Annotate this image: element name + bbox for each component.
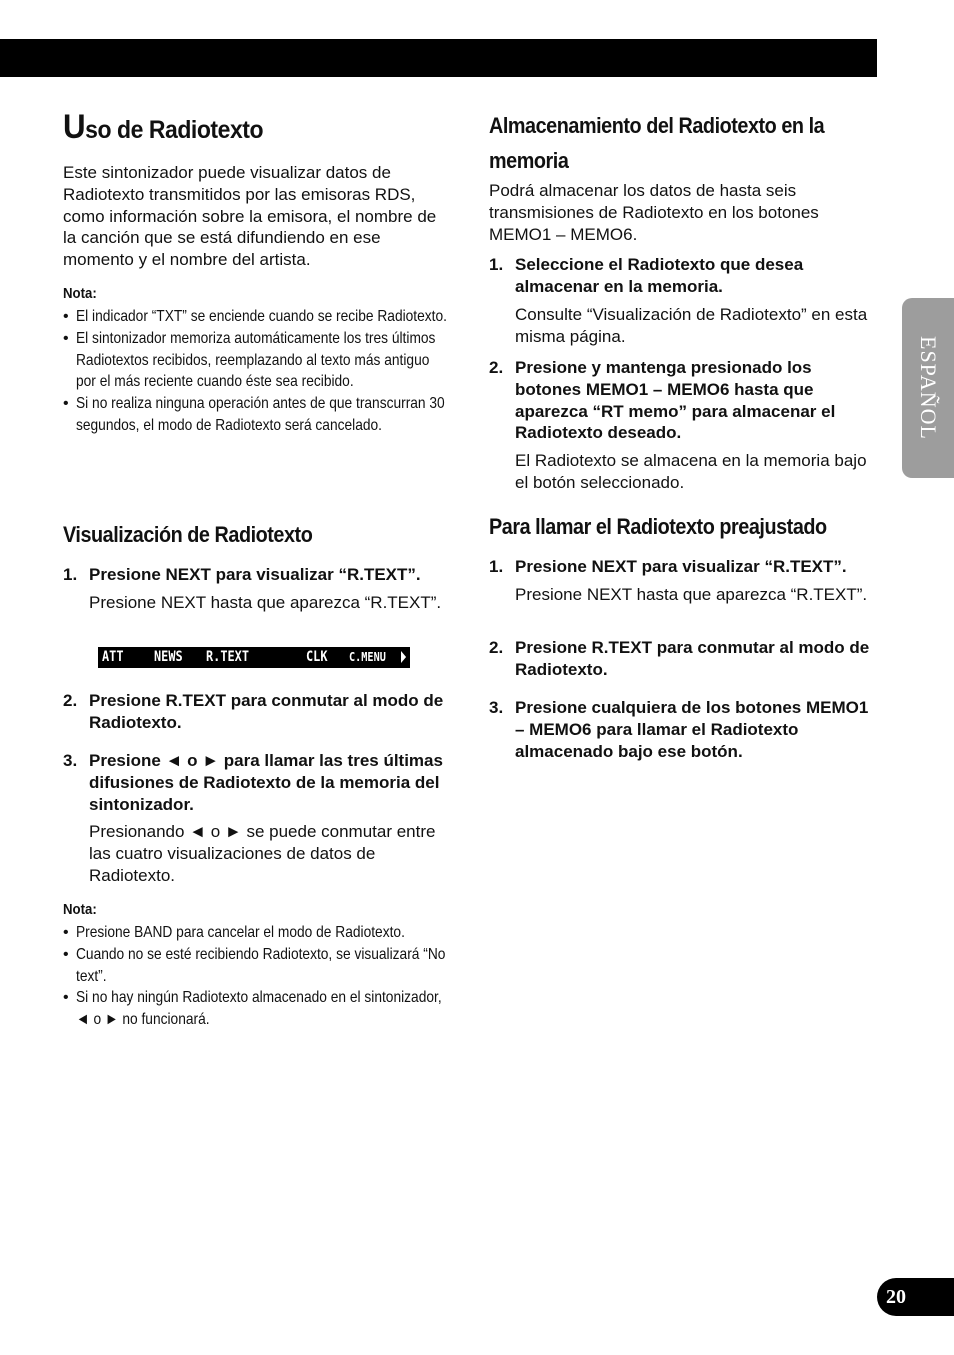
step-text: Presione y mantenga presionado los botones MEMO1 – MEMO6 hasta que aparezca “RT memo” para almacenar el Radiotexto deseado.	[515, 358, 836, 443]
step-number: 2.	[63, 691, 78, 710]
step-detail: Presione NEXT hasta que aparezca “R.TEXT”.	[515, 585, 868, 604]
step-number: 1.	[489, 557, 504, 576]
step	[489, 556, 881, 578]
note-text: Si no hay ningún Radiotexto almacenado en el sintonizador, ◄ o ► no funcionará.	[76, 989, 442, 1029]
step-text: Presione ◄ o ► para llamar las tres últimas difusiones de Radiotexto de la memoria del sintonizador.	[89, 751, 443, 814]
step-number: 3.	[489, 698, 504, 717]
step-text: Seleccione el Radiotexto que desea almacenar en la memoria.	[515, 255, 804, 296]
display-rtext: R.TEXT	[206, 649, 249, 665]
step-number: 2.	[489, 638, 504, 657]
language-tab	[902, 298, 954, 478]
right-arrow-icon	[401, 651, 406, 663]
note-text: Si no realiza ninguna operación antes de que transcurran 30 segundos, el modo de Radiotexto será cancelado.	[76, 395, 445, 434]
step	[489, 357, 881, 444]
step-number: 1.	[489, 255, 504, 274]
step-number: 2.	[489, 358, 504, 377]
section-heading: Almacenamiento del Radiotexto en la memoria	[489, 113, 825, 173]
step-detail: Consulte “Visualización de Radiotexto” en esta misma página.	[515, 305, 868, 346]
page-number: 20	[877, 1278, 954, 1316]
step-detail: Presione NEXT hasta que aparezca “R.TEXT”.	[89, 593, 442, 612]
note-text: Presione BAND para cancelar el modo de Radiotexto.	[76, 924, 405, 941]
step-text: Presione NEXT para visualizar “R.TEXT”.	[515, 557, 847, 576]
header-bar	[0, 39, 877, 77]
note-item	[63, 306, 448, 328]
step-detail: Presionando ◄ o ► se puede conmutar entre las cuatro visualizaciones de datos de Radiotexto.	[89, 822, 436, 885]
note-heading: Nota:	[63, 285, 97, 302]
step-detail: El Radiotexto se almacena en la memoria bajo el botón seleccionado.	[515, 451, 867, 492]
display-clk: CLK	[306, 649, 328, 665]
title-initial: U	[63, 108, 86, 146]
step-text: Presione R.TEXT para conmutar al modo de Radiotexto.	[89, 691, 444, 732]
intro-paragraph: Este sintonizador puede visualizar datos de Radiotexto transmitidos por las emisoras RDS, como información sobre la emisora, el nombre de la canción que se está difundiendo en ese momento y el nombre del artista.	[63, 163, 437, 270]
note-list	[63, 306, 448, 437]
language-tab-label: ESPAÑOL	[916, 336, 941, 440]
step	[63, 690, 451, 734]
note-text: El indicador “TXT” se enciende cuando se recibe Radiotexto.	[76, 308, 447, 325]
note-text: Cuando no se esté recibiendo Radiotexto, se visualizará “No text”.	[76, 945, 446, 985]
step-text: Presione R.TEXT para conmutar al modo de Radiotexto.	[515, 638, 870, 679]
step-text: Presione cualquiera de los botones MEMO1 – MEMO6 para llamar el Radiotexto almacenado bajo ese botón.	[515, 698, 869, 761]
step-text: Presione NEXT para visualizar “R.TEXT”.	[89, 565, 421, 584]
step	[489, 697, 881, 762]
step-number: 3.	[63, 751, 78, 770]
note-item	[63, 328, 448, 393]
note-text: El sintonizador memoriza automáticamente los tres últimos Radiotextos recibidos, reemplazando al texto más antiguo por el más reciente cuando éste sea recibido.	[76, 329, 436, 391]
note-item	[63, 987, 448, 1031]
step-number: 1.	[63, 565, 78, 584]
note-heading: Nota:	[63, 901, 97, 918]
page-title	[63, 108, 263, 147]
section-heading: Para llamar el Radiotexto preajustado	[489, 514, 827, 539]
display-att: ATT	[102, 649, 124, 665]
display-news: NEWS	[154, 649, 183, 665]
display-cmenu: C.MENU	[349, 650, 386, 664]
section-heading: Visualización de Radiotexto	[63, 522, 313, 547]
step	[63, 750, 451, 815]
title-rest: so de Radiotexto	[85, 116, 264, 144]
note-list	[63, 922, 448, 1031]
step	[489, 637, 881, 681]
display-panel	[98, 647, 410, 668]
step	[489, 254, 881, 298]
note-item	[63, 922, 448, 944]
note-item	[63, 393, 448, 437]
note-item	[63, 944, 448, 988]
step	[63, 564, 451, 586]
section-intro: Podrá almacenar los datos de hasta seis transmisiones de Radiotexto en los botones MEMO1 – MEMO6.	[489, 181, 819, 244]
